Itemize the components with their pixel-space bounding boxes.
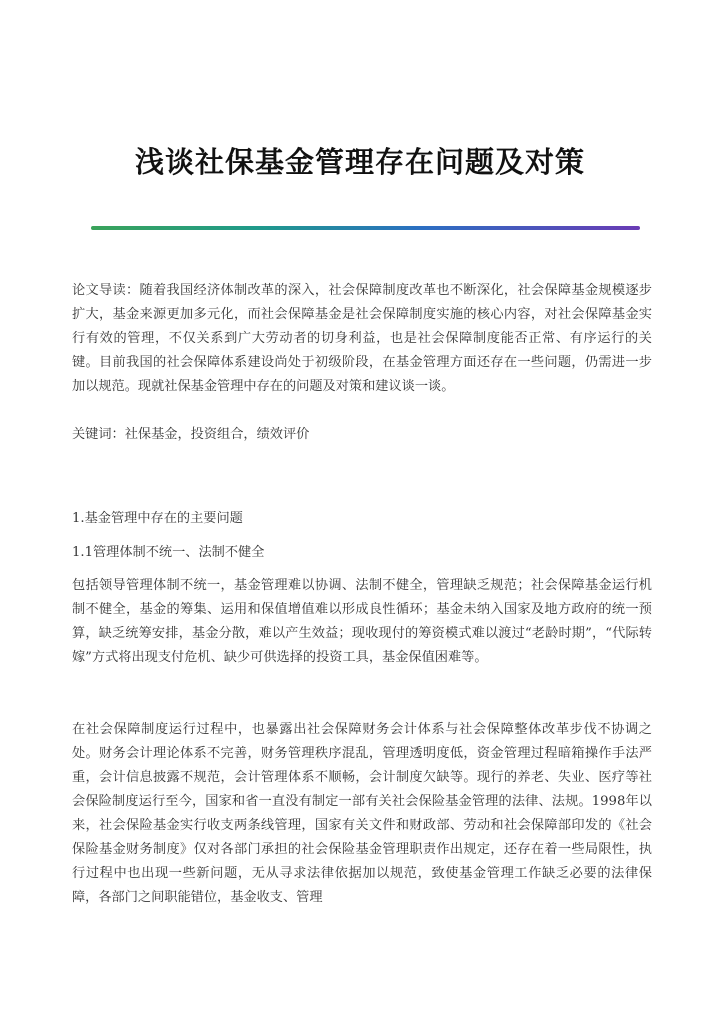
- subsection-heading: 1.1管理体制不统一、法制不健全: [72, 545, 265, 560]
- section-heading: 1.基金管理中存在的主要问题: [72, 511, 243, 526]
- abstract-paragraph: 论文导读：随着我国经济体制改革的深入，社会保障制度改革也不断深化，社会保障基金规模逐步扩大，基金来源更加多元化，而社会保障基金是社会保障制度实施的核心内容，对社会保障基金实行有效的管理，不仅关系到广大劳动者的切身利益，也是社会保障制度能否正常、有序运行的关键。目前我国的社会保障体系建设尚处于初级阶段，在基金管理方面还存在一些问题，仍需进一步加以规范。现就社保基金管理中存在的问题及对策和建议谈一谈。: [72, 283, 652, 394]
- title-divider: [91, 226, 640, 230]
- body-paragraph-1: 包括领导管理体制不统一，基金管理难以协调、法制不健全，管理缺乏规范；社会保障基金运行机制不健全，基金的筹集、运用和保值增值难以形成良性循环；基金未纳入国家及地方政府的统一预算，缺乏统筹安排，基金分散，难以产生效益；现收现付的筹资模式难以渡过“老龄时期”，“代际转嫁”方式将出现支付危机、缺少可供选择的投资工具，基金保值困难等。: [72, 578, 652, 665]
- keywords-line: 关键词：社保基金，投资组合，绩效评价: [72, 427, 310, 442]
- document-title: 浅谈社保基金管理存在问题及对策: [134, 145, 585, 179]
- body-paragraph-2: 在社会保障制度运行过程中，也暴露出社会保障财务会计体系与社会保障整体改革步伐不协调之处。财务会计理论体系不完善，财务管理秩序混乱，管理透明度低，资金管理过程暗箱操作手法严重，会计信息披露不规范，会计管理体系不顺畅，会计制度欠缺等。现行的养老、失业、医疗等社会保险制度运行至今，国家和省一直没有制定一部有关社会保险基金管理的法律、法规。1998年以来，社会保险基金实行收支两条线管理，国家有关文件和财政部、劳动和社会保障部印发的《社会保险基金财务制度》仅对各部门承担的社会保险基金管理职责作出规定，还存在着一些局限性，执行过程中也出现一些新问题，无从寻求法律依据加以规范，致使基金管理工作缺乏必要的法律保障，各部门之间职能错位，基金收支、管理: [72, 722, 652, 905]
